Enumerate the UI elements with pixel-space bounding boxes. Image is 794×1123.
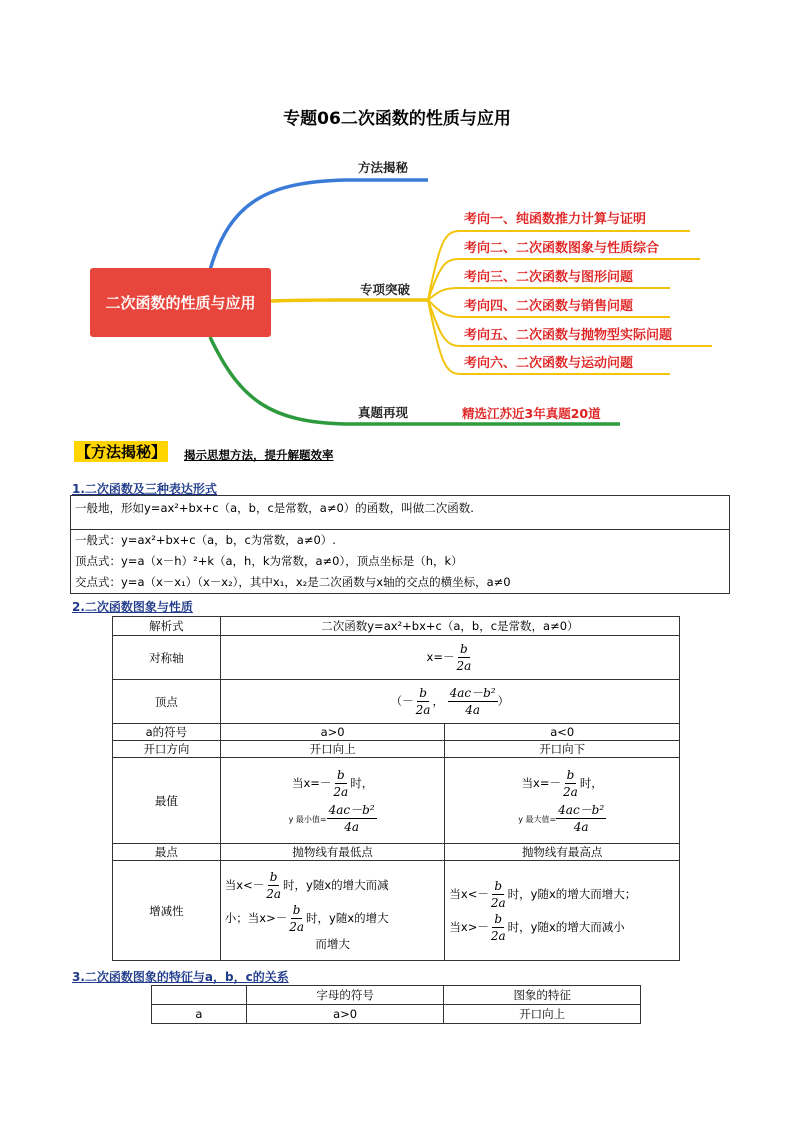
section-subtitle: 揭示思想方法，提升解题效率 bbox=[184, 448, 334, 462]
mindmap-center: 二次函数的性质与应用 bbox=[90, 268, 271, 337]
s3-table bbox=[151, 985, 641, 1024]
s3-row-sign: a>0 bbox=[246, 1005, 444, 1024]
s2-point-high: 抛物线有最高点 bbox=[445, 844, 680, 861]
s1-intercept-form: 交点式：y=a（x－x₁）（x－x₂），其中x₁，x₂是二次函数与x轴的交点的横坐标，a≠0 bbox=[75, 575, 511, 589]
s1-vertex-form: 顶点式：y=a（x－h）²+k（a，h，k为常数，a≠0），顶点坐标是（h，k） bbox=[75, 554, 463, 568]
leaf-4: 考向四、二次函数与销售问题 bbox=[464, 299, 634, 314]
s3-header-empty bbox=[152, 986, 247, 1005]
s1-heading: 1.二次函数及三种表达形式 bbox=[72, 482, 217, 496]
s2-expr-label: 解析式 bbox=[113, 617, 221, 636]
s1-definition: 一般地，形如y=ax²+bx+c（a，b，c是常数，a≠0）的函数，叫做二次函数. bbox=[71, 496, 730, 530]
s2-table bbox=[112, 616, 680, 961]
s2-sign-neg: a<0 bbox=[445, 724, 680, 741]
mindmap-branches bbox=[0, 0, 794, 440]
s3-row-letter: a bbox=[152, 1005, 247, 1024]
s2-point-low: 抛物线有最低点 bbox=[220, 844, 445, 861]
s2-mono-neg: 当x<－ $\frac{b}{2a}$ 时，y随x的增大而增大； 当x>－ $\frac{b}{2a}$ 时，y随x的增大而减小 bbox=[445, 861, 680, 961]
s2-mono-label: 增减性 bbox=[113, 861, 221, 961]
leaf-5: 考向五、二次函数与抛物型实际问题 bbox=[464, 328, 673, 343]
s3-heading: 3.二次函数图象的特征与a，b，c的关系 bbox=[72, 970, 289, 984]
s2-heading: 2.二次函数图象与性质 bbox=[72, 600, 193, 614]
s2-axis-label: 对称轴 bbox=[113, 636, 221, 680]
leaf-2: 考向二、二次函数图象与性质综合 bbox=[464, 241, 660, 256]
leaf-real: 精选江苏近3年真题20道 bbox=[462, 406, 601, 421]
page-title: 专题06二次函数的性质与应用 bbox=[283, 109, 511, 129]
branch-method: 方法揭秘 bbox=[358, 160, 409, 175]
s2-mono-pos: 当x<－ $\frac{b}{2a}$ 时，y随x的增大而减 小；当x>－ $\frac{b}{2a}$ 时，y随x的增大 而增大 bbox=[220, 861, 445, 961]
branch-special: 专项突破 bbox=[360, 282, 411, 297]
s2-expr-value: 二次函数y=ax²+bx+c（a，b，c是常数，a≠0） bbox=[220, 617, 679, 636]
s2-open-up: 开口向上 bbox=[220, 741, 445, 758]
branch-real: 真题再现 bbox=[358, 405, 409, 420]
s2-open-label: 开口方向 bbox=[113, 741, 221, 758]
s2-open-down: 开口向下 bbox=[445, 741, 680, 758]
s2-max-label: 最值 bbox=[113, 758, 221, 844]
s2-max-neg: 当x=－ $\frac{b}{2a}$ 时， y 最大值= $\frac{\text{4ac－b²}}{4a}$ bbox=[445, 758, 680, 844]
s2-sign-label: a的符号 bbox=[113, 724, 221, 741]
s2-sign-pos: a>0 bbox=[220, 724, 445, 741]
s3-header-sign: 字母的符号 bbox=[246, 986, 444, 1005]
s2-max-pos: 当x=－ $\frac{b}{2a}$ 时， y 最小值= $\frac{\text{4ac－b²}}{4a}$ bbox=[220, 758, 445, 844]
section-heading: 【方法揭秘】 bbox=[76, 443, 167, 461]
s3-row-feature: 开口向上 bbox=[444, 1005, 641, 1024]
s2-point-label: 最点 bbox=[113, 844, 221, 861]
s2-vertex-label: 顶点 bbox=[113, 680, 221, 724]
leaf-3: 考向三、二次函数与图形问题 bbox=[464, 270, 634, 285]
s3-header-feature: 图象的特征 bbox=[444, 986, 641, 1005]
s1-table bbox=[70, 495, 730, 594]
s2-vertex-value: （－ $\frac{b}{2a}$ ， $\frac{\text{4ac－b²}}{4a}$ ） bbox=[220, 680, 679, 724]
leaf-1: 考向一、纯函数推力计算与证明 bbox=[464, 212, 647, 227]
s1-general-form: 一般式：y=ax²+bx+c（a，b，c为常数，a≠0）. bbox=[75, 533, 336, 547]
leaf-6: 考向六、二次函数与运动问题 bbox=[464, 356, 634, 371]
s2-axis-value: x=－ $\frac{b}{2a}$ bbox=[220, 636, 679, 680]
